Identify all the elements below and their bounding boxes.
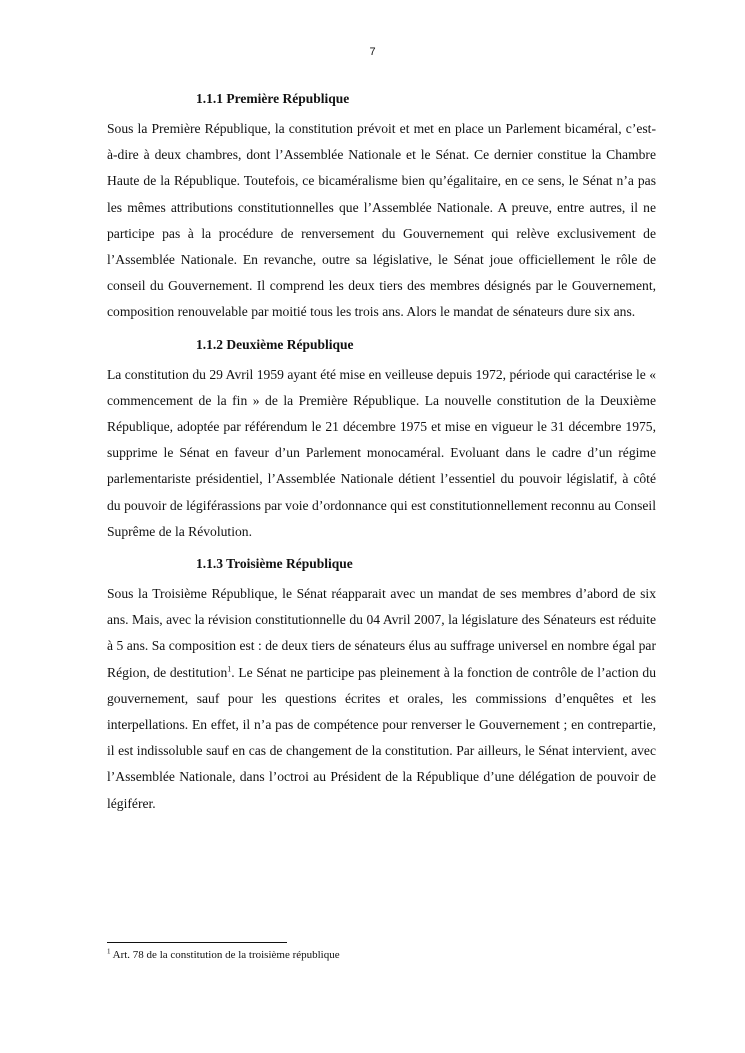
footnote-marker: 1	[107, 947, 111, 956]
document-body	[107, 86, 656, 823]
page-number: 7	[369, 46, 376, 58]
footnote-separator	[107, 942, 287, 943]
paragraph-deuxieme-republique: La constitution du 29 Avril 1959 ayant été mise en veilleuse depuis 1972, période qui caractérise le « commencement de la fin » de la Première République. La nouvelle constitution de la Deuxième République, adoptée par référendum le 21 décembre 1975 et mise en vigueur le 31 décembre 1975, supprime le Sénat en faveur d’un Parlement monocaméral. Evoluant dans le cadre d’un régime parlementariste présidentiel, l’Assemblée Nationale détient l’essentiel du pouvoir législatif, à côté du pouvoir de légiférassions par voie d’ordonnance qui est constitutionnellement reconnu au Conseil Suprême de la Révolution.	[107, 366, 656, 539]
section-heading-premiere-republique: 1.1.1 Première République	[196, 91, 350, 106]
footnote-text: Art. 78 de la constitution de la troisième république	[110, 949, 340, 961]
section-heading-deuxieme-republique: 1.1.2 Deuxième République	[196, 336, 354, 352]
footnote	[107, 948, 340, 962]
section-heading-troisieme-republique: 1.1.3 Troisième République	[196, 556, 353, 572]
paragraph-text-after-note: . Le Sénat ne participe pas pleinement à la fonction de contrôle de l’action du gouvernement, sauf pour les questions écrites et orales, les commissions d’enquêtes et les interpellations. En effet, il n’a pas de compétence pour renverser le Gouvernement ; en contrepartie, il est indissoluble sauf en cas de changement de la constitution. Par ailleurs, le Sénat intervient, avec l’Assemblée Nationale, dans l’octroi au Président de la République d’une délégation de pouvoir de légiférer.	[107, 664, 656, 811]
paragraph-text-before-note: Sous la Troisième République, le Sénat réapparait avec un mandat de ses membres d’abord de six ans. Mais, avec la révision constitutionnelle du 04 Avril 2007, la législature des Sénateurs est réduite à 5 ans. Sa composition est : de deux tiers de sénateurs élus au suffrage universel en nombre égal par Région, de destitution	[107, 586, 656, 680]
footnote-reference: 1	[227, 664, 232, 674]
paragraph-troisieme-republique	[107, 581, 656, 817]
paragraph-premiere-republique: Sous la Première République, la constitution prévoit et met en place un Parlement bicaméral, c’est-à-dire à deux chambres, dont l’Assemblée Nationale et le Sénat. Ce dernier constitue la Chambre Haute de la République. Toutefois, ce bicaméralisme bien qu’égalitaire, en ce sens, le Sénat n’a pas les mêmes attributions constitutionnelles que l’Assemblée Nationale. A preuve, entre autres, il ne participe pas à la procédure de renversement du Gouvernement qui relève exclusivement de l’Assemblée Nationale. En revanche, outre sa législative, le Sénat joue officiellement le rôle de conseil du Gouvernement. Il comprend les deux tiers des membres désignés par le Gouvernement, composition renouvelable par moitié tous les trois ans. Alors le mandat de sénateurs dure six ans.	[107, 121, 656, 320]
